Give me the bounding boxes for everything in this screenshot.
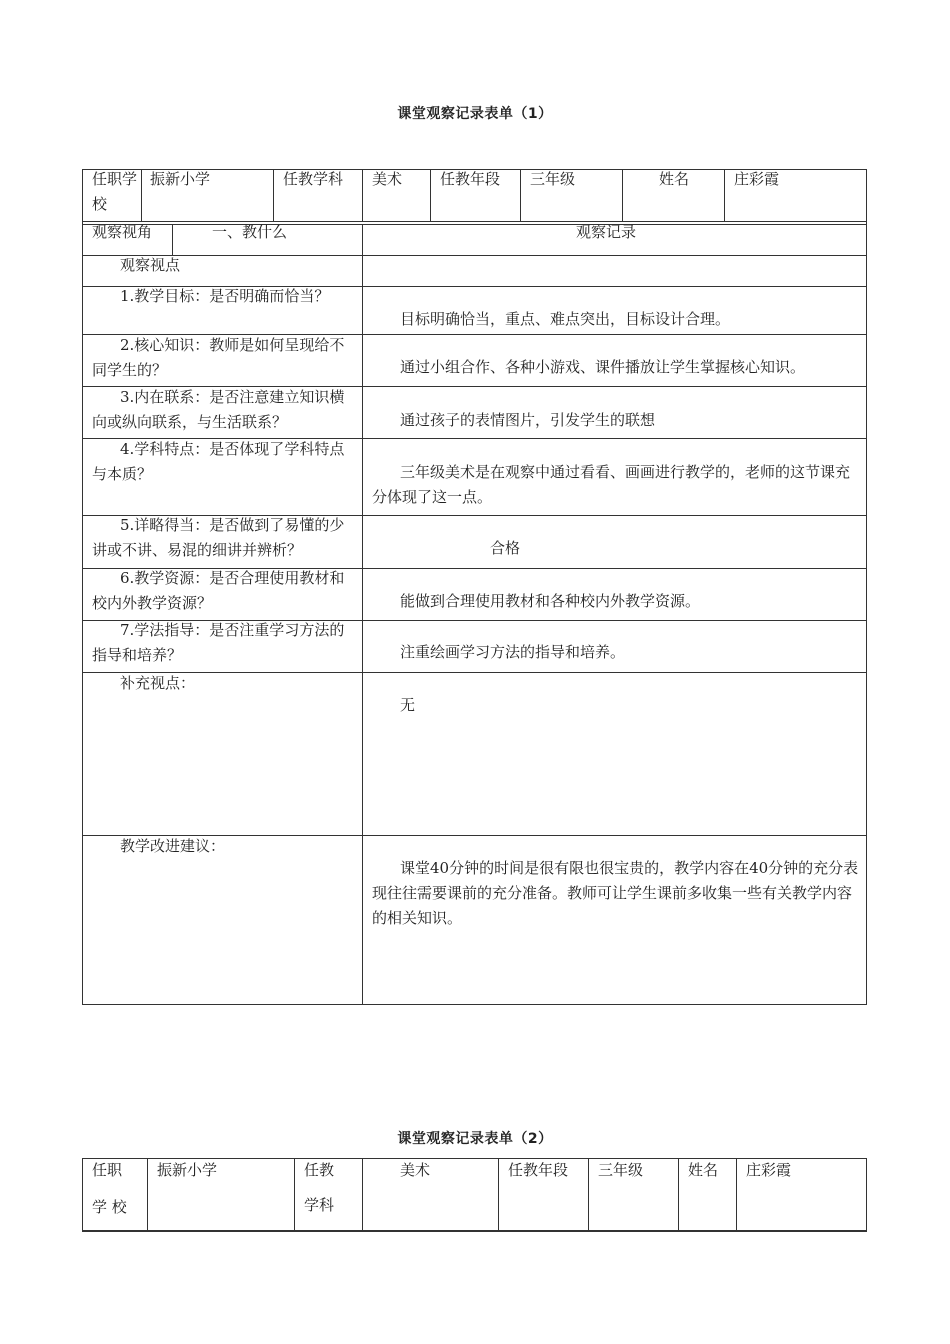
grade-label: 任教年段 [440, 170, 501, 188]
subject-label-line1: 任教 [304, 1161, 335, 1179]
grade-label: 任教年段 [508, 1161, 569, 1179]
name-value: 庄彩霞 [734, 170, 780, 188]
subject-value: 美术 [372, 170, 403, 188]
supplement-value: 无 [400, 696, 416, 714]
record-label: 观察记录 [576, 223, 637, 241]
viewpoint-label: 观察视点 [120, 256, 181, 274]
form1-divider [82, 255, 867, 256]
question-7: 7.学法指导：是否注重学习方法的指导和培养？ [92, 621, 345, 664]
form1-divider [82, 221, 867, 222]
form1-divider [362, 169, 363, 222]
form2-title: 课堂观察记录表单（2） [397, 1131, 553, 1147]
subject-label: 任教学科 [283, 170, 344, 188]
suggestion-value: 课堂40分钟的时间是很有限也很宝贵的，教学内容在40分钟的充分表现往往需要课前的充分准备。教师可让学生课前多收集一些有关教学内容的相关知识。 [372, 859, 859, 927]
name-label: 姓名 [659, 170, 690, 188]
school-value: 振新小学 [157, 1161, 218, 1179]
name-label: 姓名 [688, 1161, 719, 1179]
form1-divider [724, 169, 725, 222]
suggestion-label: 教学改进建议： [120, 837, 226, 855]
subject-label-line2: 学科 [304, 1196, 335, 1214]
form2-divider [736, 1158, 737, 1232]
question-5: 5.详略得当：是否做到了易懂的少讲或不讲、易混的细讲并辨析？ [92, 516, 345, 559]
form1-divider [273, 169, 274, 222]
answer-6: 能做到合理使用教材和各种校内外教学资源。 [400, 592, 701, 610]
form2-divider [362, 1158, 363, 1232]
question-2: 2.核心知识：教师是如何呈现给不同学生的？ [92, 336, 345, 379]
form2-divider [678, 1158, 679, 1232]
school-label-line2: 学 校 [92, 1198, 127, 1216]
subject-value: 美术 [400, 1161, 431, 1179]
form2-divider [147, 1158, 148, 1232]
answer-7: 注重绘画学习方法的指导和培养。 [400, 643, 626, 661]
form1-divider [430, 169, 431, 222]
form1-divider [172, 224, 173, 255]
question-3: 3.内在联系：是否注意建立知识横向或纵向联系，与生活联系？ [92, 388, 345, 431]
name-value: 庄彩霞 [746, 1161, 792, 1179]
form1-divider [520, 169, 521, 222]
school-label-line1: 任职 [92, 1161, 123, 1179]
form1-divider [82, 672, 867, 673]
question-4: 4.学科特点：是否体现了学科特点与本质？ [92, 440, 345, 483]
form2-divider [294, 1158, 295, 1232]
school-label: 任职学校 [92, 170, 138, 213]
answer-4: 三年级美术是在观察中通过看看、画画进行教学的，老师的这节课充分体现了这一点。 [372, 463, 851, 506]
form2-divider [588, 1158, 589, 1232]
grade-value: 三年级 [598, 1161, 644, 1179]
form1-divider [622, 169, 623, 222]
form1-divider [82, 224, 867, 225]
perspective-value: 一、教什么 [212, 223, 288, 241]
form2-divider [498, 1158, 499, 1232]
answer-2: 通过小组合作、各种小游戏、课件播放让学生掌握核心知识。 [400, 358, 806, 376]
answer-1: 目标明确恰当，重点、难点突出，目标设计合理。 [400, 310, 731, 328]
form1-title: 课堂观察记录表单（1） [397, 106, 553, 122]
grade-value: 三年级 [530, 170, 576, 188]
form1-divider [362, 224, 363, 1005]
school-value: 振新小学 [150, 170, 211, 188]
form1-divider [141, 169, 142, 222]
question-1: 1.教学目标：是否明确而恰当？ [120, 287, 330, 305]
supplement-label: 补充视点： [120, 674, 196, 692]
answer-5: 合格 [490, 539, 521, 557]
answer-3: 通过孩子的表情图片，引发学生的联想 [400, 411, 656, 429]
perspective-label: 观察视角 [92, 223, 153, 241]
question-6: 6.教学资源：是否合理使用教材和校内外教学资源？ [92, 569, 345, 612]
